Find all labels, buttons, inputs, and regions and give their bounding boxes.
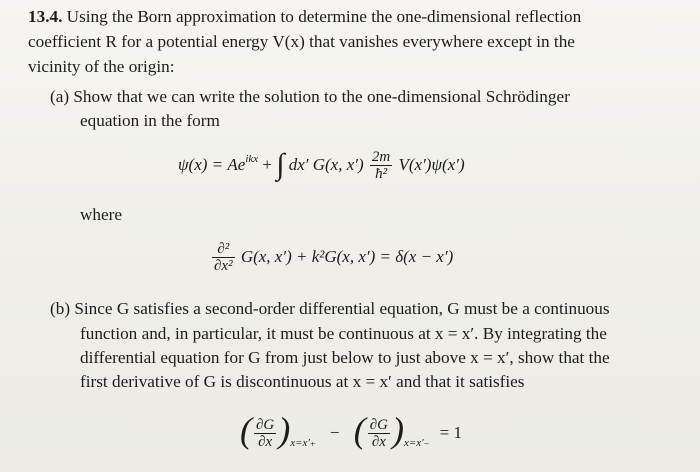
eq1-tail: V(x′)ψ(x′) — [398, 154, 465, 174]
equation-green-function — [210, 242, 453, 274]
eq3-frac1-num: ∂G — [256, 417, 275, 434]
eq1-exponent: ikx — [245, 152, 259, 165]
part-b-line-1 — [50, 298, 610, 320]
eq3-sub-2: x=x′₋ — [404, 437, 430, 449]
eq2-frac-num: ∂² — [212, 242, 235, 258]
equation-wavefunction — [178, 147, 465, 182]
problem-intro-1: Using the Born approximation to determine the one-dimensional reflection — [66, 7, 582, 26]
eq3-frac2-num: ∂G — [369, 417, 388, 434]
eq2-fraction — [212, 242, 235, 274]
part-a-label: (a) — [50, 87, 70, 106]
eq3-fraction-1 — [254, 418, 276, 450]
eq3-fraction-2 — [368, 418, 390, 450]
part-a-text-2: equation in the form — [80, 111, 220, 130]
eq1-lhs: ψ(x) = Ae — [178, 154, 246, 174]
part-b-text-3: differential equation for G from just below to just above x = x′, show that the — [80, 348, 610, 367]
eq3-sub-1: x=x′₊ — [290, 437, 316, 449]
eq3-rhs: = 1 — [439, 423, 462, 442]
part-b-text-1: Since G satisfies a second-order differential equation, G must be a continuous — [74, 299, 610, 318]
eq2-frac-den: ∂x² — [214, 258, 233, 274]
equation-derivative-jump — [240, 408, 462, 450]
eq3-right-paren-2: ) — [392, 410, 404, 450]
eq3-left-paren-2: ( — [353, 410, 366, 450]
eq1-frac-den: ħ² — [375, 166, 388, 182]
part-b-text-2: function and, in particular, it must be continuous at x = x′. By integrating the — [80, 324, 607, 343]
eq3-minus: − — [329, 423, 340, 442]
problem-intro-2: coefficient R for a potential energy V(x) that vanishes everywhere except in the — [28, 32, 575, 51]
eq1-plus: + — [262, 154, 272, 174]
problem-line-1 — [28, 6, 581, 28]
eq1-fraction — [370, 150, 392, 182]
eq3-frac1-den: ∂x — [258, 434, 273, 451]
part-b-text-4: first derivative of G is discontinuous at x = x′ and that it satisfies — [80, 372, 525, 391]
problem-intro-3: vicinity of the origin: — [28, 57, 175, 76]
eq1-frac-num: 2m — [371, 149, 391, 165]
problem-number: 13.4. — [28, 7, 63, 26]
part-b-label: (b) — [50, 299, 71, 318]
eq3-frac2-den: ∂x — [371, 434, 386, 451]
eq2-rest: G(x, x′) + k²G(x, x′) = δ(x − x′) — [240, 246, 454, 266]
eq1-integrand: dx′ G(x, x′) — [288, 154, 364, 174]
part-a-text-1: Show that we can write the solution to the one-dimensional Schrödinger — [73, 87, 570, 106]
part-a-line-1 — [50, 86, 570, 108]
eq3-left-paren-1: ( — [240, 410, 252, 450]
eq3-right-paren-1: ) — [278, 410, 291, 450]
where-label: where — [80, 205, 122, 224]
eq1-integral-sign: ∫ — [276, 147, 285, 181]
